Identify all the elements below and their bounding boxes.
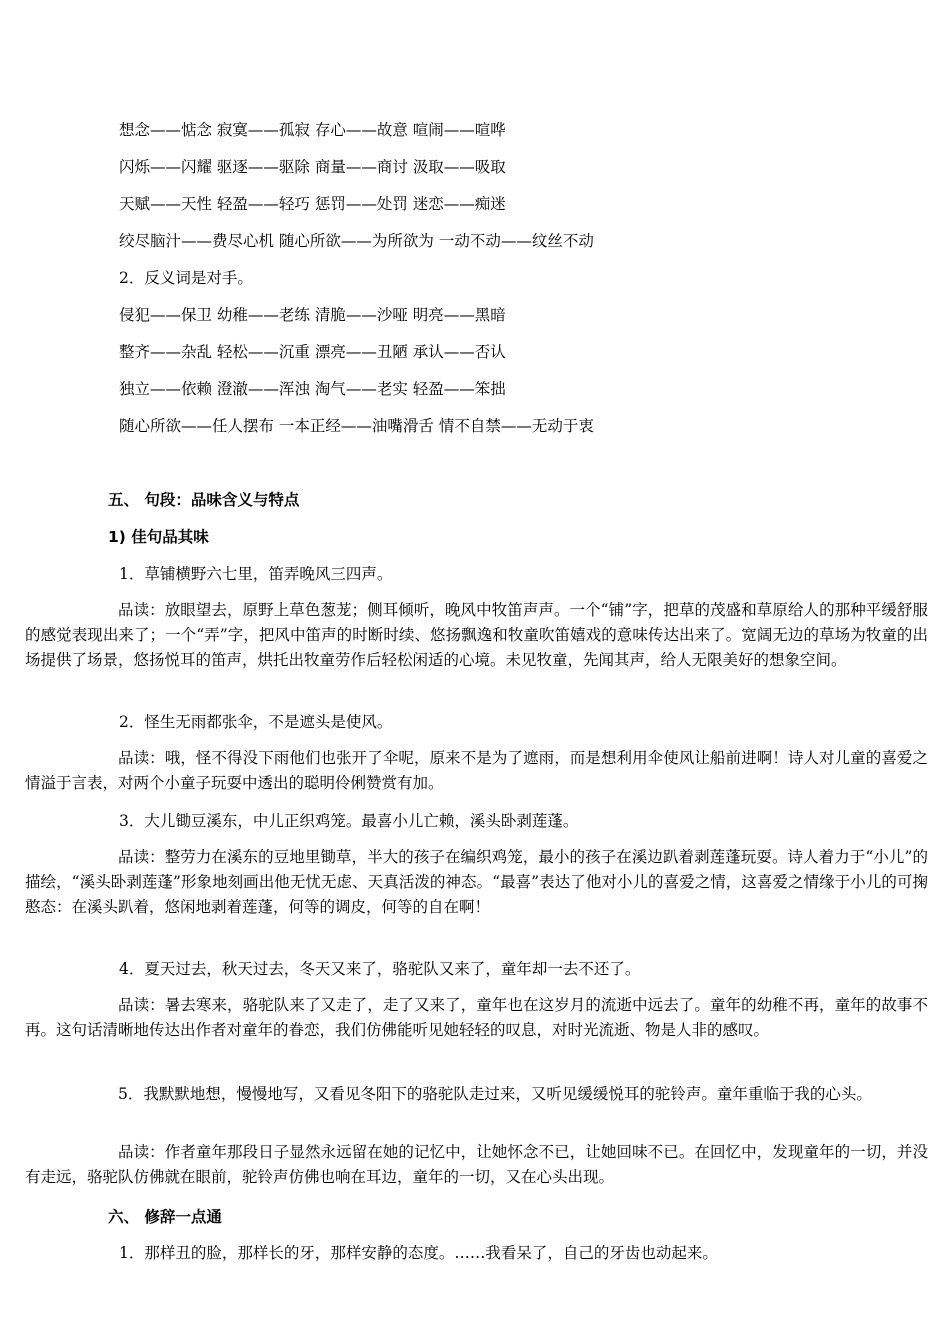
quote-sentence-2: 2．怪生无雨都张伞，不是遮头是使风。 xyxy=(119,713,393,731)
quote-analysis-4: 品读：暑去寒来，骆驼队来了又走了，走了又来了，童年也在这岁月的流逝中远去了。童年的幼稚不再，童年的故事不再。这句话清晰地传达出作者对童年的眷恋，我们仿佛能听见她轻轻的叹息，对时光流逝、物是人非的感叹。 xyxy=(25,996,928,1039)
quote-analysis-5: 品读：作者童年那段日子显然永远留在她的记忆中，让她怀念不已，让她回味不已。在回忆中，发现童年的一切，并没有走远，骆驼队仿佛就在眼前，驼铃声仿佛也响在耳边，童年的一切，又在心头出现。 xyxy=(25,1143,928,1186)
antonym-line: 独立——依赖 澄澈——浑浊 淘气——老实 轻盈——笨拙 xyxy=(119,380,506,398)
synonym-line: 天赋——天性 轻盈——轻巧 惩罚——处罚 迷恋——痴迷 xyxy=(119,195,506,213)
quote-sentence-4: 4．夏天过去，秋天过去，冬天又来了，骆驼队又来了，童年却一去不还了。 xyxy=(119,960,641,978)
section-5-heading: 五、 句段：品味含义与特点 xyxy=(108,491,300,509)
antonym-line: 随心所欲——任人摆布 一本正经——油嘴滑舌 情不自禁——无动于衷 xyxy=(119,417,594,435)
quote-analysis-2: 品读：哦，怪不得没下雨他们也张开了伞呢，原来不是为了遮雨，而是想利用伞使风让船前进啊！诗人对儿童的喜爱之情溢于言表，对两个小童子玩耍中透出的聪明伶俐赞赏有加。 xyxy=(25,749,928,792)
synonym-line: 闪烁——闪耀 驱逐——驱除 商量——商讨 汲取——吸取 xyxy=(119,158,506,176)
quote-sentence-1: 1．草铺横野六七里，笛弄晚风三四声。 xyxy=(119,565,393,583)
rhetoric-example-1: 1．那样丑的脸，那样长的牙，那样安静的态度。……我看呆了，自己的牙齿也动起来。 xyxy=(119,1244,718,1262)
quote-analysis-1: 品读：放眼望去，原野上草色葱茏；侧耳倾听，晚风中牧笛声声。一个“铺”字，把草的茂盛和草原给人的那种平缓舒服的感觉表现出来了；一个“弄”字，把风中笛声的时断时续、悠扬飘逸和牧童吹笛嬉戏的意味传达出来了。宽阔无边的草场为牧童的出场提供了场景，悠扬悦耳的笛声，烘托出牧童劳作后轻松闲适的心境。未见牧童，先闻其声，给人无限美好的想象空间。 xyxy=(25,601,928,669)
quote-sentence-3: 3．大儿锄豆溪东，中儿正织鸡笼。最喜小儿亡赖，溪头卧剥莲蓬。 xyxy=(119,812,579,830)
subsection-1-heading: 1) 佳句品其味 xyxy=(108,528,209,546)
antonym-line: 侵犯——保卫 幼稚——老练 清脆——沙哑 明亮——黑暗 xyxy=(119,306,506,324)
antonym-line: 整齐——杂乱 轻松——沉重 漂亮——丑陋 承认——否认 xyxy=(119,343,506,361)
antonym-title: 2．反义词是对手。 xyxy=(119,269,253,287)
synonym-line: 想念——惦念 寂寞——孤寂 存心——故意 喧闹——喧哗 xyxy=(119,121,506,139)
section-6-heading: 六、 修辞一点通 xyxy=(108,1208,222,1226)
quote-analysis-3: 品读：整劳力在溪东的豆地里锄草，半大的孩子在编织鸡笼，最小的孩子在溪边趴着剥莲蓬玩耍。诗人着力于“小儿”的描绘，“溪头卧剥莲蓬”形象地刻画出他无忧无虑、天真活泼的神态。“最喜”表达了他对小儿的喜爱之情，这喜爱之情缘于小儿的可掬憨态：在溪头趴着，悠闲地剥着莲蓬，何等的调皮，何等的自在啊！ xyxy=(25,848,928,916)
synonym-line: 绞尽脑汁——费尽心机 随心所欲——为所欲为 一动不动——纹丝不动 xyxy=(119,232,594,250)
quote-sentence-5: 5．我默默地想，慢慢地写，又看见冬阳下的骆驼队走过来，又听见缓缓悦耳的驼铃声。童年重临于我的心头。 xyxy=(118,1085,872,1103)
